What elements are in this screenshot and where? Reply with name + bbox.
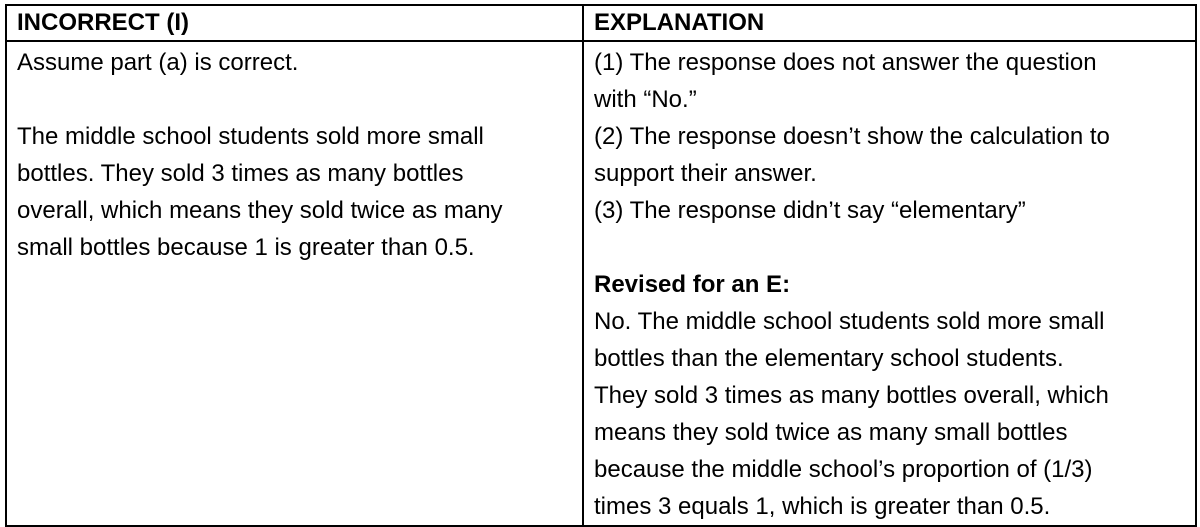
explanation-cell — [583, 41, 1196, 526]
explanation-point: (3) The response didn’t say “elementary” — [594, 197, 1026, 224]
revised-line: They sold 3 times as many bottles overall, which — [594, 382, 1109, 409]
explanation-point: support their answer. — [594, 160, 817, 187]
paragraph-gap — [17, 81, 576, 118]
header-explanation: EXPLANATION — [583, 5, 1196, 41]
revised-line: No. The middle school students sold more small — [594, 308, 1105, 335]
explanation-point: with “No.” — [594, 86, 697, 113]
revised-heading: Revised for an E: — [594, 271, 791, 298]
revised-line: means they sold twice as many small bottles — [594, 419, 1068, 446]
explanation-point: (2) The response doesn’t show the calculation to — [594, 123, 1110, 150]
response-line: overall, which means they sold twice as many — [17, 197, 503, 224]
response-intro: Assume part (a) is correct. — [17, 49, 299, 76]
response-line: small bottles because 1 is greater than 0.5. — [17, 234, 475, 261]
table-header-row — [6, 5, 1196, 41]
revised-line: bottles than the elementary school students. — [594, 345, 1064, 372]
table-row — [6, 41, 1196, 526]
student-response-cell — [6, 41, 583, 526]
header-incorrect: INCORRECT (I) — [6, 5, 583, 41]
revised-line: because the middle school’s proportion of (1/3) — [594, 456, 1093, 483]
scoring-table — [5, 4, 1197, 527]
revised-line: times 3 equals 1, which is greater than 0.5. — [594, 493, 1051, 520]
response-line: bottles. They sold 3 times as many bottles — [17, 160, 464, 187]
paragraph-gap — [594, 229, 1189, 266]
explanation-point: (1) The response does not answer the question — [594, 49, 1097, 76]
response-line: The middle school students sold more small — [17, 123, 484, 150]
